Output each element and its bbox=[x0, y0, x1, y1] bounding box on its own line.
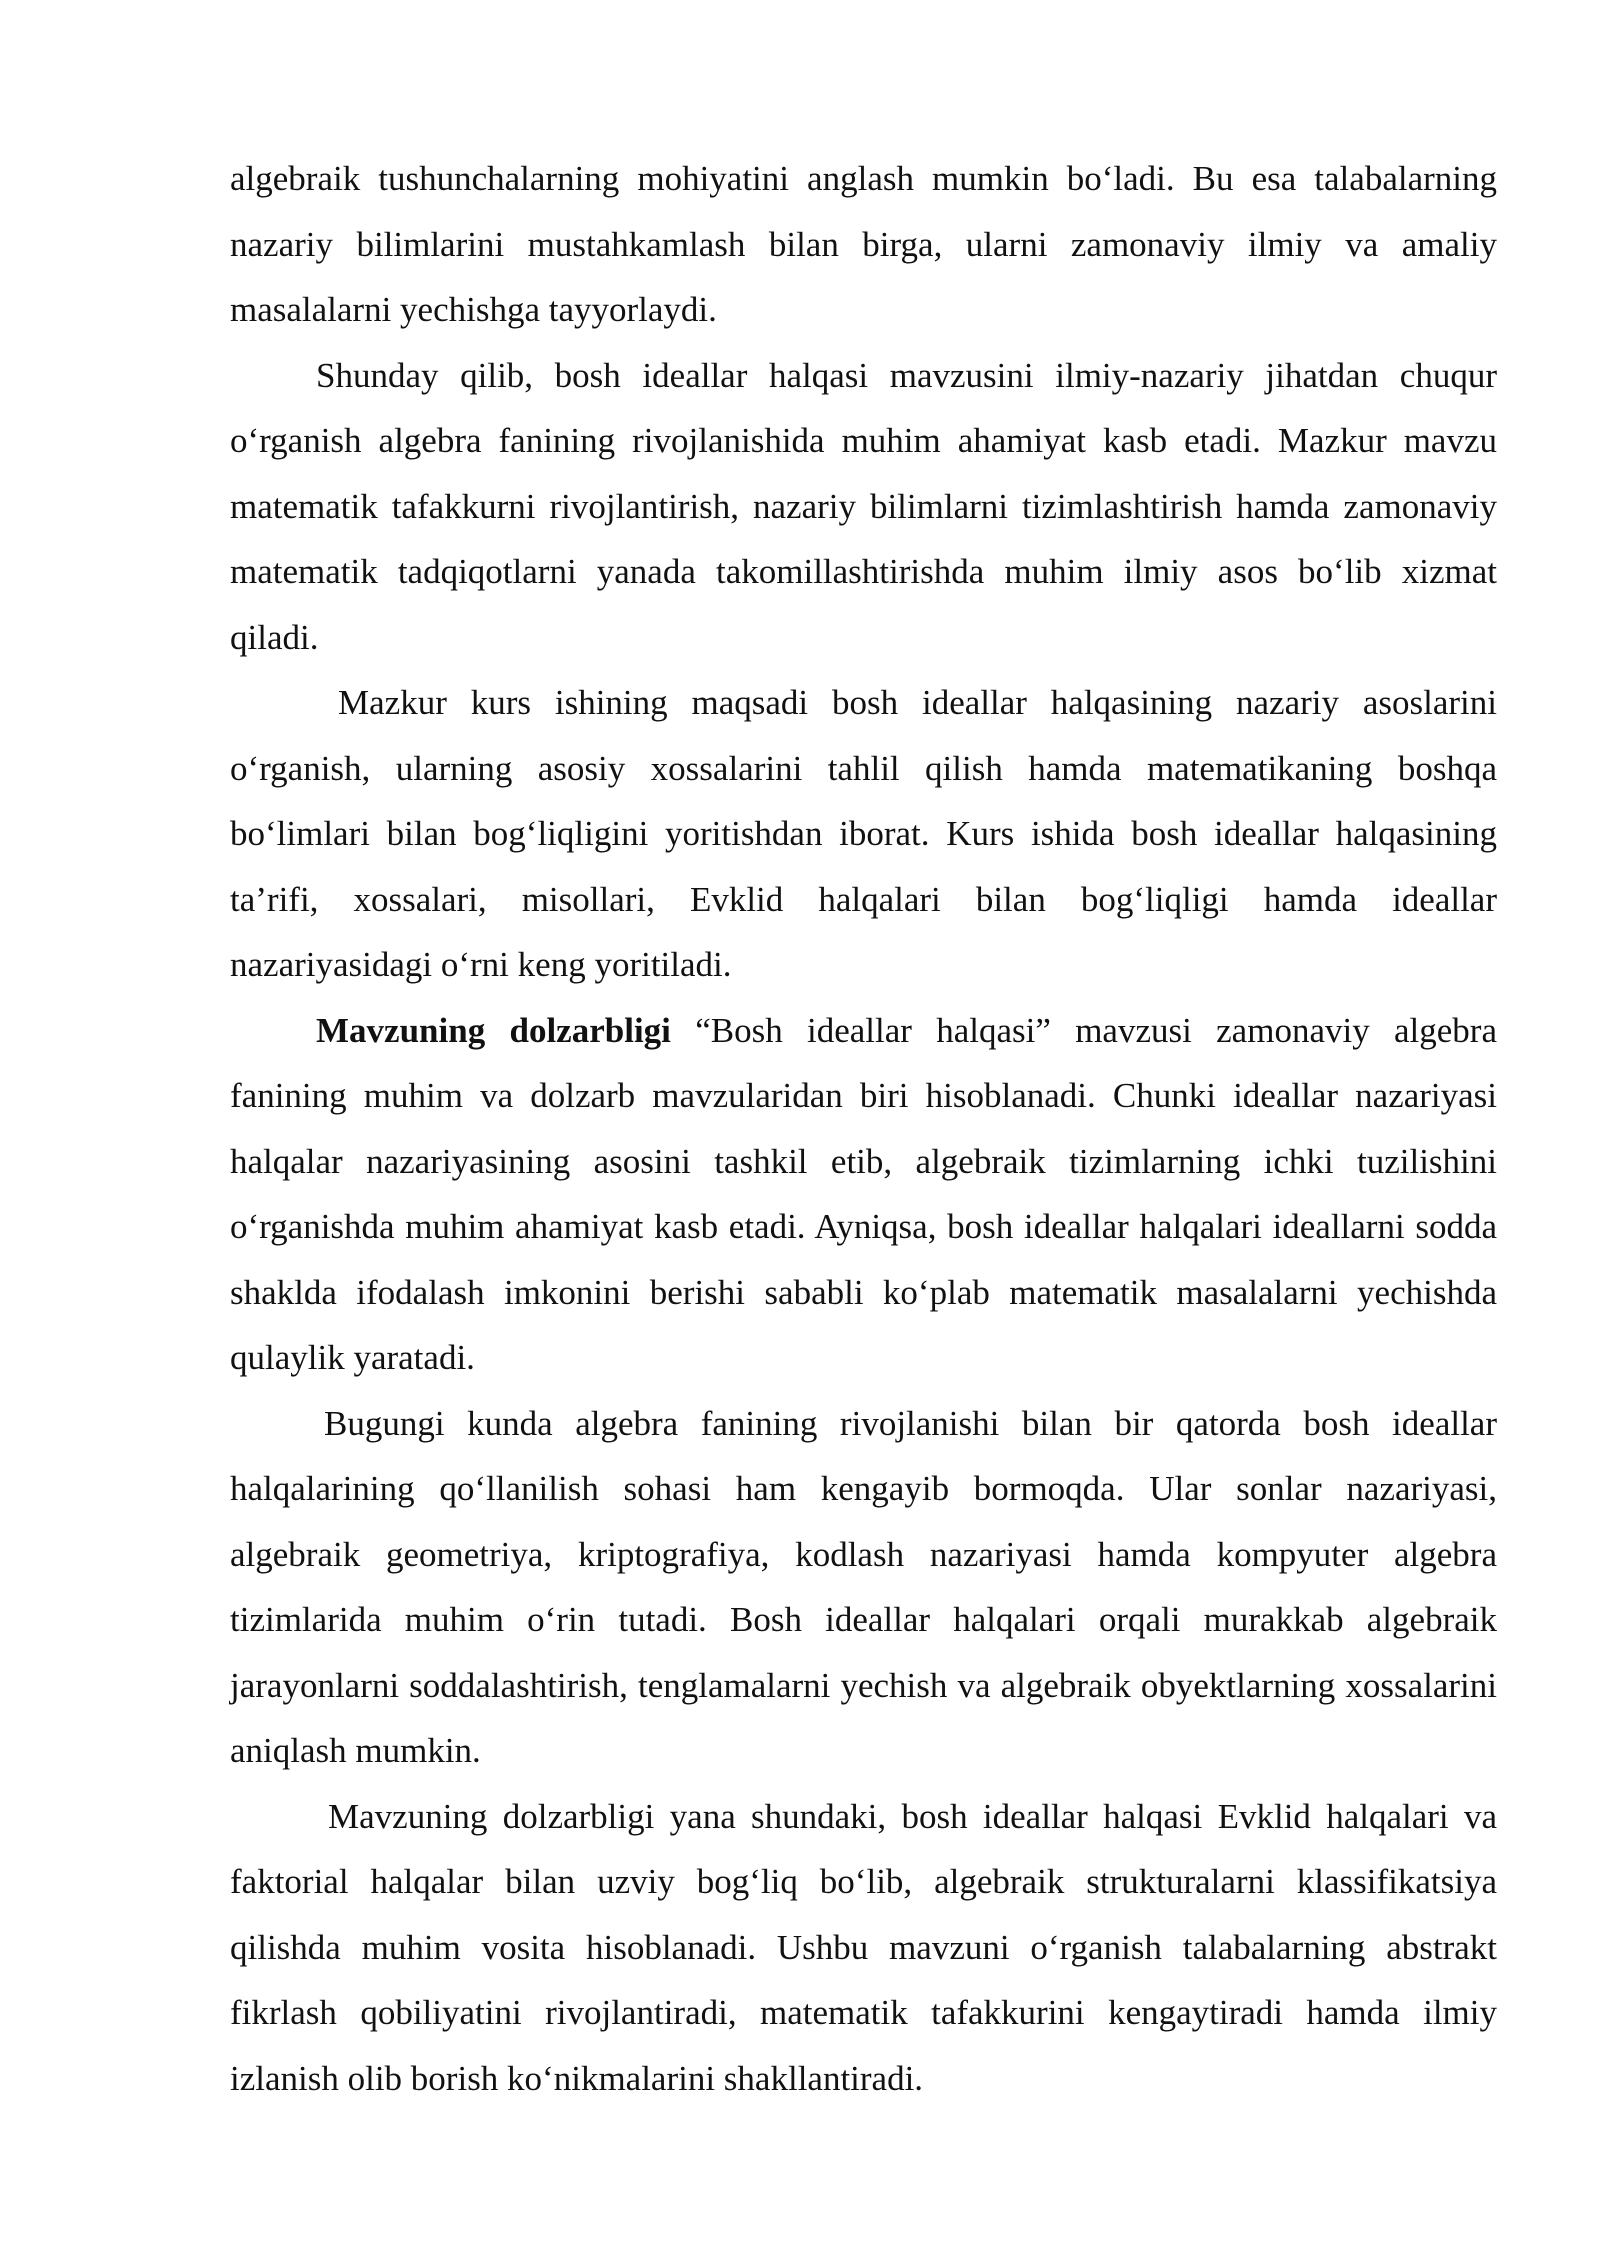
paragraph-5-text: Bugungi kunda algebra fanining rivojlanishi bilan bir qatorda bosh ideallar halqalarining qo‘llanilish sohasi ham kengayib bormoqda. Ular sonlar nazariyasi, algebraik geometriya, kriptografiya, kodlash nazariyasi hamda kompyuter algebra tizimlarida muhim o‘rin tutadi. Bosh ideallar halqalari orqali murakkab algebraik jarayonlarni soddalashtirish, tenglamalarni yechish va algebraik obyektlarning xossalarini aniqlash mumkin. bbox=[230, 1403, 1497, 1770]
paragraph-2 bbox=[230, 343, 1497, 671]
paragraph-3 bbox=[230, 670, 1497, 998]
paragraph-2-text: Shunday qilib, bosh ideallar halqasi mavzusini ilmiy-nazariy jihatdan chuqur o‘rganish algebra fanining rivojlanishida muhim ahamiyat kasb etadi. Mazkur mavzu matematik tafakkurni rivojlantirish, nazariy bilimlarni tizimlashtirish hamda zamonaviy matematik tadqiqotlarni yanada takomillashtirishda muhim ilmiy asos bo‘lib xizmat qiladi. bbox=[230, 355, 1497, 657]
paragraph-4-text: “Bosh ideallar halqasi” mavzusi zamonaviy algebra fanining muhim va dolzarb mavzularidan biri hisoblanadi. Chunki ideallar nazariyasi halqalar nazariyasining asosini tashkil etib, algebraik tizimlarning ichki tuzilishini o‘rganishda muhim ahamiyat kasb etadi. Ayniqsa, bosh ideallar halqalari ideallarni sodda shaklda ifodalash imkonini berishi sababli ko‘plab matematik masalalarni yechishda qulaylik yaratadi. bbox=[230, 1010, 1497, 1377]
paragraph-6-text: Mavzuning dolzarbligi yana shundaki, bosh ideallar halqasi Evklid halqalari va faktorial halqalar bilan uzviy bog‘liq bo‘lib, algebraik strukturalarni klassifikatsiya qilishda muhim vosita hisoblanadi. Ushbu mavzuni o‘rganish talabalarning abstrakt fikrlash qobiliyatini rivojlantiradi, matematik tafakkurini kengaytiradi hamda ilmiy izlanish olib borish ko‘nikmalarini shakllantiradi. bbox=[230, 1796, 1497, 2098]
paragraph-6 bbox=[230, 1784, 1497, 2112]
paragraph-5 bbox=[230, 1391, 1497, 1784]
paragraph-3-text: Mazkur kurs ishining maqsadi bosh ideallar halqasining nazariy asoslarini o‘rganish, ularning asosiy xossalarini tahlil qilish hamda matematikaning boshqa bo‘limlari bilan bog‘liqligini yoritishdan iborat. Kurs ishida bosh ideallar halqasining ta’rifi, xossalari, misollari, Evklid halqalari bilan bog‘liqligi hamda ideallar nazariyasidagi o‘rni keng yoritiladi. bbox=[230, 683, 1497, 984]
paragraph-1-text: algebraik tushunchalarning mohiyatini anglash mumkin bo‘ladi. Bu esa talabalarning nazariy bilimlarini mustahkamlash bilan birga, ularni zamonaviy ilmiy va amaliy masalalarni yechishga tayyorlaydi. bbox=[230, 159, 1497, 329]
paragraph-4 bbox=[230, 998, 1497, 1391]
paragraph-1 bbox=[230, 146, 1497, 343]
paragraph-4-heading: Mavzuning dolzarbligi bbox=[316, 1010, 671, 1050]
document-page bbox=[230, 146, 1497, 2111]
